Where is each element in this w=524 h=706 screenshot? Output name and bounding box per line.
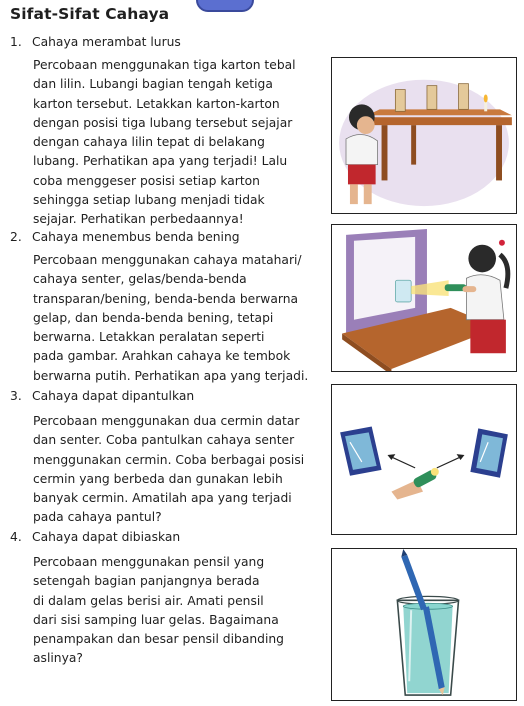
section-number: 3. [10,389,22,403]
paragraph-line: pada gambar. Arahkan cahaya ke tembok [33,349,291,364]
section-title: Cahaya menembus benda bening [32,230,240,244]
paragraph-line: Percobaan menggunakan tiga karton tebal [33,58,296,72]
paragraph-line: cahaya senter, gelas/benda-benda [33,272,247,287]
section-4-heading [10,530,180,544]
paragraph-line: menggunakan cermin. Coba berbagai posisi [33,452,305,467]
section-2-heading [10,230,240,244]
paragraph-line: banyak cermin. Amatilah apa yang terjadi [33,491,292,506]
paragraph-line: dengan cahaya lilin tepat di belakang [33,135,265,150]
paragraph-line: dan lilin. Lubangi bagian tengah ketiga [33,77,273,92]
paragraph-line: transparan/bening, benda-benda berwarna [33,291,299,306]
paragraph-line: Percobaan menggunakan pensil yang [33,555,265,569]
paragraph-line: coba menggeser posisi setiap karton [33,173,260,188]
paragraph-line: dan senter. Coba pantulkan cahaya senter [33,433,295,448]
paragraph-line: berwarna putih. Perhatikan apa yang terjadi. [33,368,309,383]
paragraph-line: sejajar. Perhatikan perbedaannya! [33,212,244,227]
paragraph-line: Percobaan menggunakan cahaya matahari/ [33,253,302,267]
section-number: 2. [10,230,22,244]
illustration-refraction-glass [331,548,517,701]
paragraph-line: karton tersebut. Letakkan karton-karton [33,96,280,111]
paragraph-line: berwarna. Letakkan peralatan seperti [33,330,265,345]
paragraph-line: pada cahaya pantul? [33,510,162,525]
illustration-reflection-mirrors [331,384,517,535]
paragraph-line: Percobaan menggunakan dua cermin datar [33,414,300,428]
page-title: Sifat-Sifat Cahaya [10,5,170,23]
section-title: Cahaya dapat dipantulkan [32,389,195,403]
section-2-paragraph [33,251,308,386]
top-tab-decoration [196,0,254,12]
section-4-paragraph [33,553,284,669]
paragraph-line: setengah bagian panjangnya berada [33,574,260,589]
paragraph-line: gelap, dan benda-benda bening, tetapi [33,310,274,325]
section-1-heading [10,35,181,49]
paragraph-line: sehingga setiap lubang menjadi tidak [33,193,265,208]
section-number: 4. [10,530,22,544]
paragraph-line: aslinya? [33,651,83,666]
section-1-paragraph [33,56,296,230]
paragraph-line: di dalam gelas berisi air. Amati pensil [33,593,264,608]
paragraph-line: dengan posisi tiga lubang tersebut sejajar [33,115,293,130]
paragraph-line: penampakan dan besar pensil dibanding [33,632,284,647]
paragraph-line: lubang. Perhatikan apa yang terjadi! Lalu [33,154,288,169]
section-3-heading [10,389,194,403]
illustration-transparent-objects [331,224,517,372]
section-title: Cahaya dapat dibiaskan [32,530,181,544]
illustration-straight-light [331,57,517,214]
section-title: Cahaya merambat lurus [32,35,181,49]
section-number: 1. [10,35,22,49]
paragraph-line: dari sisi samping luar gelas. Bagaimana [33,612,279,627]
paragraph-line: cermin yang berbeda dan gunakan lebih [33,471,283,486]
section-3-paragraph [33,412,304,528]
